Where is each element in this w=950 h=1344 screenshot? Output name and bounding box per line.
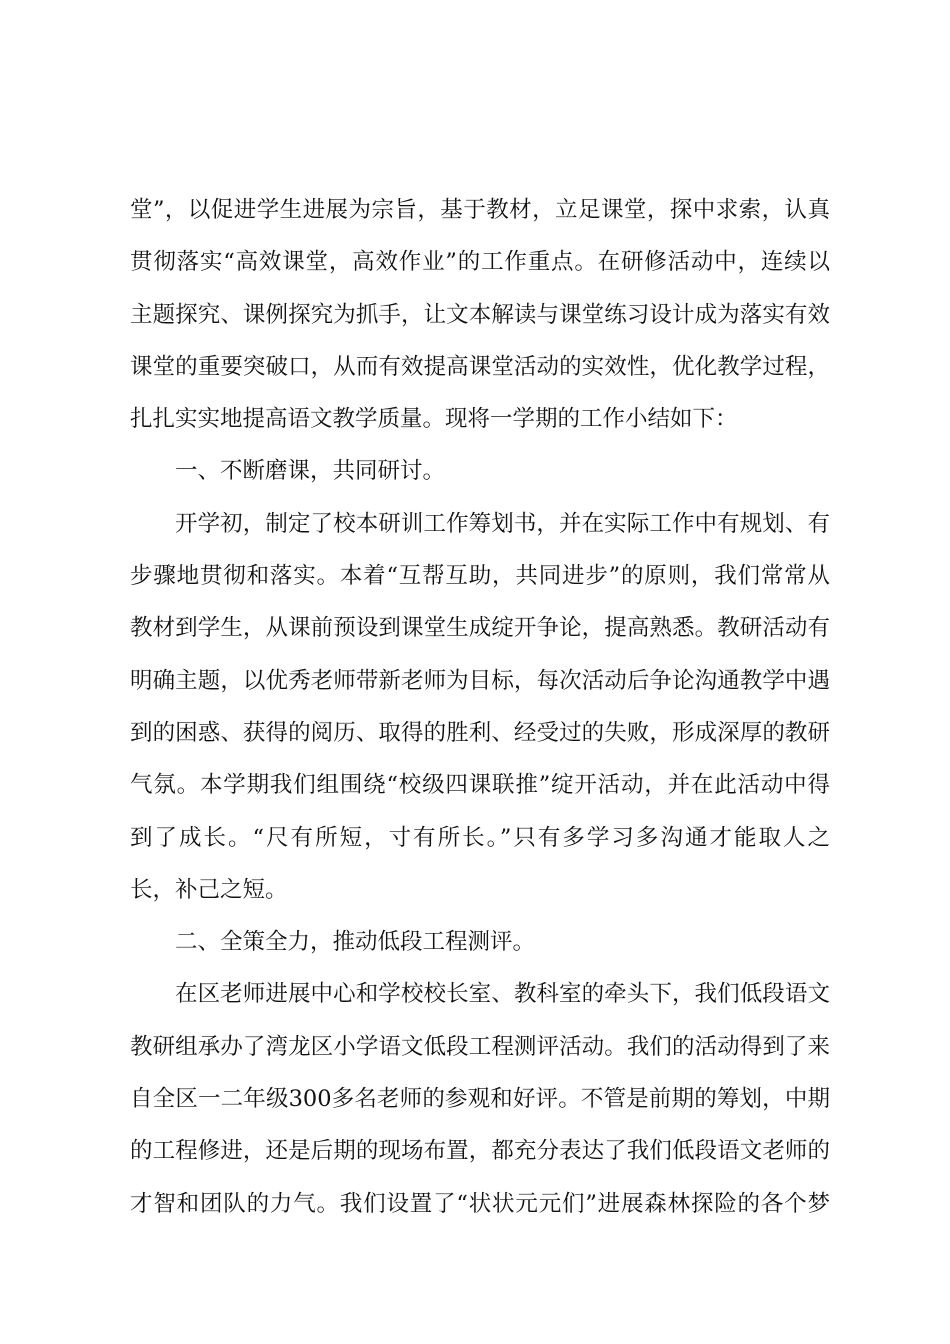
paragraph-line: 贯彻落实“高效课堂，高效作业”的工作重点。在研修活动中，连续以 xyxy=(130,249,830,276)
paragraph-line: 自全区一二年级300多名老师的参观和好评。不管是前期的筹划，中期 xyxy=(130,1086,830,1113)
paragraph-line: 明确主题，以优秀老师带新老师为目标，每次活动后争论沟通教学中遇 xyxy=(130,667,830,694)
paragraph-line: 才智和团队的力气。我们设置了“状状元元们”进展森林探险的各个梦 xyxy=(130,1190,830,1217)
paragraph-line: 主题探究、课例探究为抓手，让文本解读与课堂练习设计成为落实有效 xyxy=(130,301,830,328)
paragraph-line: 课堂的重要突破口，从而有效提高课堂活动的实效性，优化教学过程， xyxy=(130,353,830,380)
paragraph-line: 的工程修进，还是后期的现场布置，都充分表达了我们低段语文老师的 xyxy=(130,1138,830,1165)
paragraph-line: 在区老师进展中心和学校校长室、教科室的牵头下，我们低段语文 xyxy=(175,981,830,1008)
paragraph-line: 气氛。本学期我们组围绕“校级四课联推”绽开活动，并在此活动中得 xyxy=(130,772,830,799)
paragraph-line: 开学初，制定了校本研训工作筹划书，并在实际工作中有规划、有 xyxy=(175,510,830,537)
paragraph-line: 堂”，以促进学生进展为宗旨，基于教材，立足课堂，探中求索，认真 xyxy=(130,197,830,223)
paragraph-line: 教研组承办了湾龙区小学语文低段工程测评活动。我们的活动得到了来 xyxy=(130,1033,830,1060)
section-heading: 一、不断磨课，共同研讨。 xyxy=(175,458,446,485)
paragraph-line: 到了成长。“尺有所短，寸有所长。”只有多学习多沟通才能取人之 xyxy=(130,824,830,851)
paragraph-line: 步骤地贯彻和落实。本着“互帮互助，共同进步”的原则，我们常常从 xyxy=(130,563,830,590)
paragraph-line: 长，补己之短。 xyxy=(130,876,288,903)
paragraph-line: 到的困惑、获得的阅历、取得的胜利、经受过的失败，形成深厚的教研 xyxy=(130,719,830,746)
paragraph-line: 教材到学生，从课前预设到课堂生成绽开争论，提高熟悉。教研活动有 xyxy=(130,615,830,642)
section-heading: 二、全策全力，推动低段工程测评。 xyxy=(175,929,536,956)
paragraph-line: 扎扎实实地提高语文教学质量。现将一学期的工作小结如下： xyxy=(130,406,738,433)
body-text xyxy=(130,184,830,1230)
